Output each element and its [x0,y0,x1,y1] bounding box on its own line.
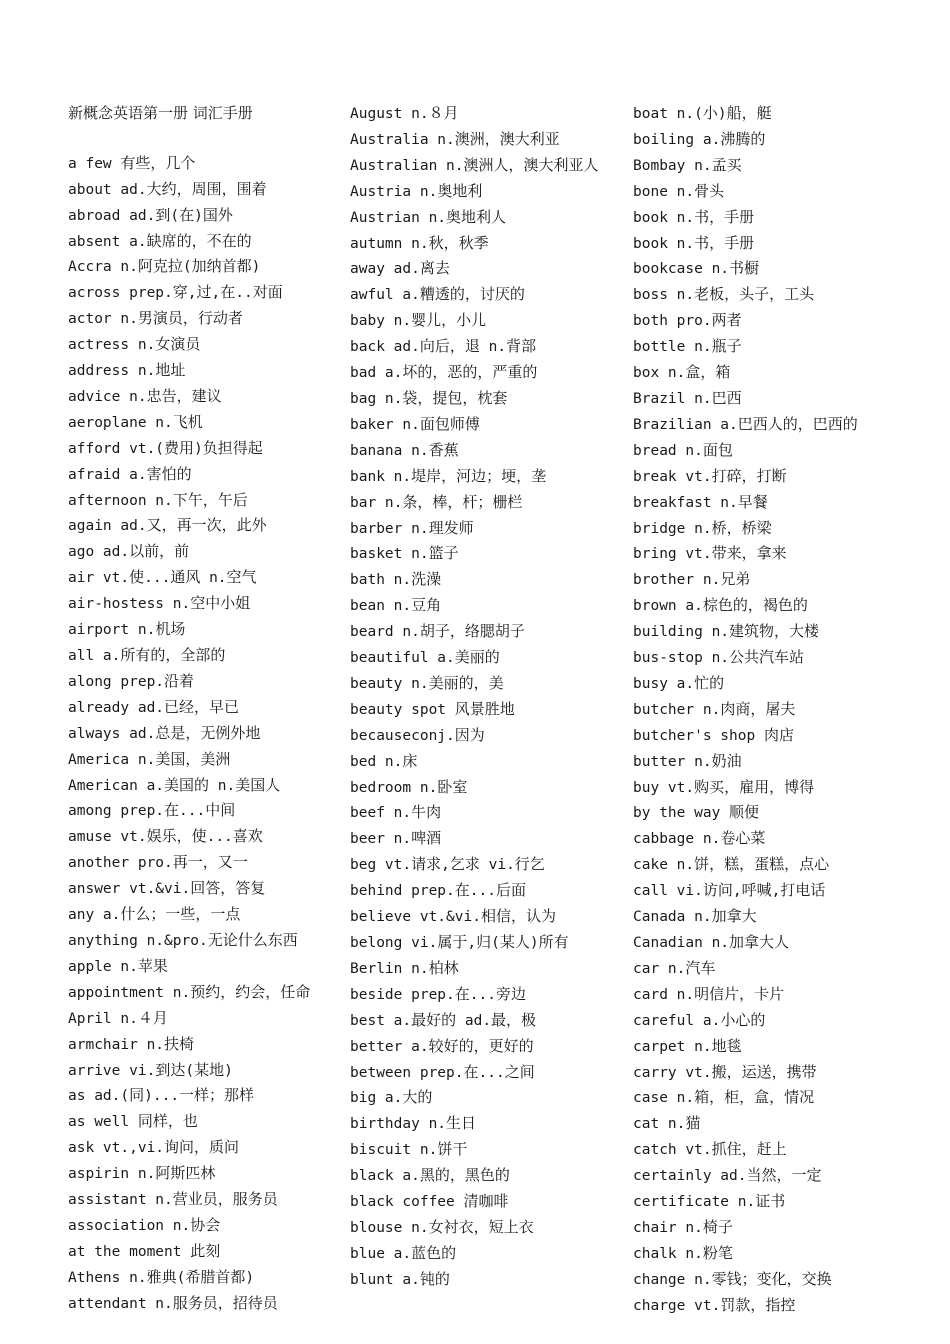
vocabulary-entry: ago ad.以前，前 [68,542,190,561]
vocabulary-entry: awful a.糟透的，讨厌的 [350,285,525,304]
title-spacer [68,126,340,151]
vocabulary-entry: between prep.在...之间 [350,1062,535,1081]
vocabulary-entry: America n.美国，美洲 [68,749,231,768]
vocabulary-entry: birthday n.生日 [350,1114,477,1133]
vocabulary-entry: Australian n.澳洲人，澳大利亚人 [350,155,599,174]
vocabulary-column-2 [350,101,622,1293]
vocabulary-entry: actress n.女演员 [68,335,201,354]
vocabulary-entry: beef n.牛肉 [350,803,442,822]
vocabulary-entry: bar n.条，棒，杆；栅栏 [350,492,523,511]
vocabulary-entry: change n.零钱；变化，交换 [633,1269,832,1288]
vocabulary-entry: Accra n.阿克拉(加纳首都) [68,257,261,276]
vocabulary-entry: bridge n.桥，桥梁 [633,518,772,537]
vocabulary-entry: all a.所有的，全部的 [68,646,226,664]
vocabulary-entry: arrive vi.到达(某地) [68,1060,233,1079]
vocabulary-entry: anything n.&pro.无论什么东西 [68,930,298,949]
vocabulary-entry: both pro.两者 [633,311,742,330]
vocabulary-entry: baker n.面包师傅 [350,414,480,433]
vocabulary-entry: book n.书，手册 [633,207,755,226]
vocabulary-entry: autumn n.秋，秋季 [350,233,489,252]
vocabulary-entry: among prep.在...中间 [68,801,236,820]
vocabulary-entry: beautiful a.美丽的 [350,648,500,667]
vocabulary-entry: beside prep.在...旁边 [350,984,526,1003]
vocabulary-entry: Canadian n.加拿大人 [633,933,790,951]
vocabulary-entry: bath n.洗澡 [350,570,442,589]
vocabulary-entry: case n.箱，柜，盒，情况 [633,1088,815,1107]
vocabulary-entry: August n.８月 [350,104,459,122]
vocabulary-entry: bad a.坏的，恶的，严重的 [350,363,538,382]
vocabulary-entry: armchair n.扶椅 [68,1034,195,1053]
vocabulary-entry: best a.最好的 ad.最，极 [350,1010,537,1029]
vocabulary-column-1 [68,101,340,1317]
vocabulary-entry: as well 同样，也 [68,1112,198,1131]
vocabulary-entry: afraid a.害怕的 [68,464,192,483]
vocabulary-entry: afford vt.(费用)负担得起 [68,438,263,457]
vocabulary-entry: belong vi.属于,归(某人)所有 [350,933,569,951]
vocabulary-entry: airport n.机场 [68,620,186,639]
vocabulary-entry: aeroplane n.飞机 [68,412,203,431]
vocabulary-entry: beer n.啤酒 [350,829,442,848]
document-title: 新概念英语第一册 词汇手册 [68,104,253,122]
vocabulary-entry: brown a.棕色的，褐色的 [633,596,808,615]
vocabulary-entry: Brazil n.巴西 [633,388,742,407]
vocabulary-entry: basket n.篮子 [350,544,459,563]
vocabulary-entry: Austria n.奥地利 [350,181,483,200]
vocabulary-entry: appointment n.预约，约会，任命 [68,982,311,1001]
vocabulary-entry: actor n.男演员，行动者 [68,309,243,328]
vocabulary-entry: air-hostess n.空中小姐 [68,594,251,613]
vocabulary-entry: butcher n.肉商，屠夫 [633,699,796,718]
vocabulary-entry: across prep.穿,过,在..对面 [68,283,283,302]
vocabulary-entry: believe vt.&vi.相信，认为 [350,907,556,926]
vocabulary-entry: breakfast n.早餐 [633,492,768,511]
vocabulary-entry: brother n.兄弟 [633,570,751,589]
vocabulary-entry: barber n.理发师 [350,518,474,537]
vocabulary-entry: American a.美国的 n.美国人 [68,775,281,794]
vocabulary-entry: bottle n.瓶子 [633,337,742,356]
vocabulary-entry: buy vt.购买，雇用，博得 [633,777,815,796]
vocabulary-entry: as ad.(同)...一样；那样 [68,1086,255,1105]
vocabulary-entry: carpet n.地毯 [633,1036,742,1055]
vocabulary-entry: back ad.向后，退 n.背部 [350,337,537,356]
vocabulary-entry: chalk n.粉笔 [633,1243,733,1262]
vocabulary-entry: chair n.椅子 [633,1217,733,1236]
vocabulary-entry: car n.汽车 [633,958,716,977]
vocabulary-entry: again ad.又，再一次，此外 [68,516,267,535]
vocabulary-entry: a few 有些，几个 [68,153,196,172]
vocabulary-entry: baby n.婴儿，小儿 [350,311,487,330]
vocabulary-entry: certainly ad.当然，一定 [633,1166,822,1185]
vocabulary-entry: boat n.(小)船，艇 [633,104,772,122]
vocabulary-entry: bank n.堤岸，河边；埂，垄 [350,466,547,485]
vocabulary-entry: assistant n.营业员，服务员 [68,1190,278,1209]
vocabulary-entry: catch vt.抓住，赶上 [633,1140,787,1159]
vocabulary-entry: by the way 顺便 [633,803,760,822]
vocabulary-entry: boiling a.沸腾的 [633,129,766,148]
vocabulary-entry: cabbage n.卷心菜 [633,829,766,848]
vocabulary-entry: black coffee 清咖啡 [350,1192,509,1211]
vocabulary-entry: bedroom n.卧室 [350,777,468,796]
vocabulary-entry: another pro.再一，又一 [68,853,248,872]
vocabulary-entry: biscuit n.饼干 [350,1140,468,1159]
vocabulary-entry: absent a.缺席的，不在的 [68,231,252,250]
vocabulary-entry: address n.地址 [68,361,186,380]
vocabulary-entry: apple n.苹果 [68,956,168,975]
vocabulary-entry: beg vt.请求,乞求 vi.行乞 [350,855,545,874]
vocabulary-entry: behind prep.在...后面 [350,881,526,900]
vocabulary-entry: charge vt.罚款，指控 [633,1295,796,1314]
vocabulary-entry: bag n.袋，提包，枕套 [350,388,508,407]
vocabulary-entry: always ad.总是，无例外地 [68,723,261,742]
vocabulary-entry: building n.建筑物，大楼 [633,622,820,641]
vocabulary-entry: attendant n.服务员，招待员 [68,1293,278,1312]
vocabulary-entry: beard n.胡子，络腮胡子 [350,622,525,641]
vocabulary-entry: any a.什么；一些，一点 [68,905,241,924]
vocabulary-entry: Australia n.澳洲，澳大利亚 [350,129,560,148]
vocabulary-entry: better a.较好的，更好的 [350,1036,534,1055]
vocabulary-entry: box n.盒，箱 [633,363,731,382]
vocabulary-entry: carry vt.搬，运送，携带 [633,1062,817,1081]
vocabulary-entry: banana n.香蕉 [350,440,459,459]
vocabulary-entry: already ad.已经，早已 [68,697,240,716]
vocabulary-entry: about ad.大约，周围，围着 [68,179,267,198]
vocabulary-entry: boss n.老板，头子，工头 [633,285,815,304]
vocabulary-entry: beauty spot 风景胜地 [350,699,515,718]
vocabulary-column-3 [633,101,923,1319]
vocabulary-entry: butter n.奶油 [633,751,742,770]
vocabulary-entry: big a.大的 [350,1088,433,1107]
vocabulary-entry: Athens n.雅典(希腊首都) [68,1267,255,1286]
vocabulary-entry: along prep.沿着 [68,671,195,690]
vocabulary-entry: amuse vt.娱乐，使...喜欢 [68,827,263,846]
vocabulary-entry: call vi.访问,呼喊,打电话 [633,881,826,900]
vocabulary-entry: blue a.蓝色的 [350,1243,457,1262]
vocabulary-entry: beauty n.美丽的，美 [350,673,504,692]
vocabulary-entry: card n.明信片，卡片 [633,984,785,1003]
vocabulary-entry: break vt.打碎，打断 [633,466,787,485]
vocabulary-entry: blunt a.钝的 [350,1269,450,1288]
vocabulary-entry: black a.黑的，黑色的 [350,1166,510,1185]
vocabulary-entry: abroad ad.到(在)国外 [68,205,233,224]
vocabulary-entry: Canada n.加拿大 [633,907,757,926]
vocabulary-entry: cake n.饼，糕，蛋糕，点心 [633,855,830,874]
vocabulary-entry: Brazilian a.巴西人的，巴西的 [633,414,858,433]
vocabulary-entry: air vt.使...通风 n.空气 [68,568,257,587]
vocabulary-entry: bread n.面包 [633,440,733,459]
vocabulary-entry: busy a.忙的 [633,673,725,692]
vocabulary-entry: bus-stop n.公共汽车站 [633,648,805,667]
vocabulary-entry: bookcase n.书橱 [633,259,760,278]
vocabulary-entry: bring vt.带来，拿来 [633,544,787,563]
vocabulary-entry: bone n.骨头 [633,181,725,200]
vocabulary-entry: aspirin n.阿斯匹林 [68,1164,216,1183]
vocabulary-entry: blouse n.女衬衣，短上衣 [350,1217,534,1236]
vocabulary-entry: Bombay n.孟买 [633,155,742,174]
vocabulary-entry: butcher's shop 肉店 [633,725,794,744]
vocabulary-entry: answer vt.&vi.回答，答复 [68,879,266,898]
vocabulary-entry: book n.书，手册 [633,233,755,252]
vocabulary-entry: bed n.床 [350,751,418,770]
vocabulary-entry: cat n.猫 [633,1114,701,1133]
vocabulary-entry: becauseconj.因为 [350,725,485,744]
vocabulary-entry: Austrian n.奥地利人 [350,207,507,226]
vocabulary-entry: April n.４月 [68,1008,168,1027]
vocabulary-entry: ask vt.,vi.询问，质问 [68,1138,240,1157]
vocabulary-entry: association n.协会 [68,1215,221,1234]
vocabulary-entry: Berlin n.柏林 [350,958,459,977]
vocabulary-entry: at the moment 此刻 [68,1241,221,1260]
vocabulary-entry: careful a.小心的 [633,1010,766,1029]
vocabulary-entry: bean n.豆角 [350,596,442,615]
vocabulary-entry: certificate n.证书 [633,1192,786,1211]
vocabulary-entry: afternoon n.下午，午后 [68,490,248,509]
vocabulary-entry: away ad.离去 [350,259,450,278]
vocabulary-entry: advice n.忠告，建议 [68,386,222,405]
